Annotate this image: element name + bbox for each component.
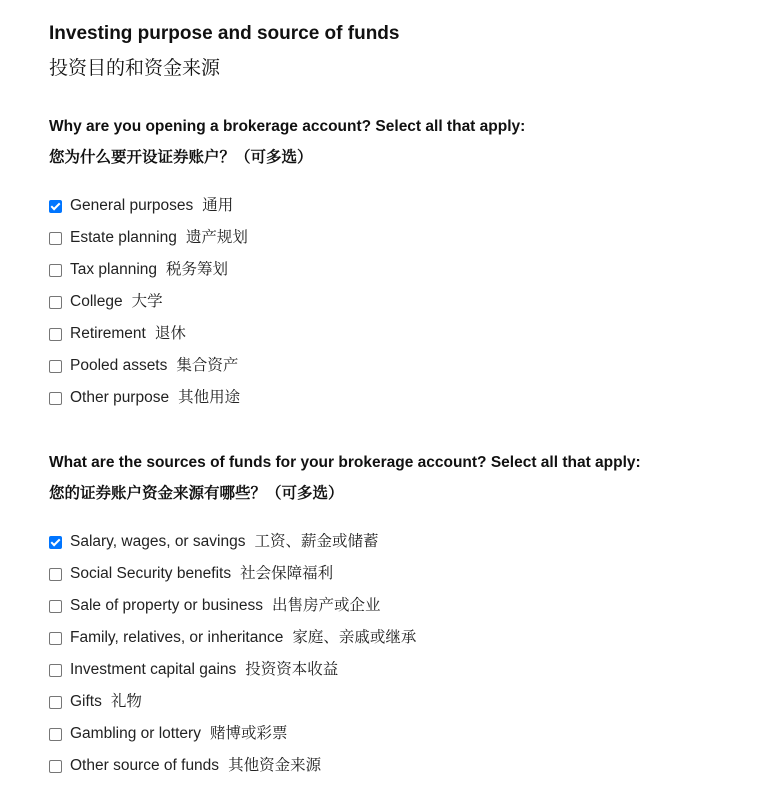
purpose-checkbox[interactable] bbox=[49, 232, 62, 245]
purpose-option-label-en: General purposes bbox=[70, 197, 194, 214]
purpose-option-label-en: Pooled assets bbox=[70, 357, 168, 374]
purpose-option-label-zh: 集合资产 bbox=[176, 357, 239, 374]
funds-checkbox[interactable] bbox=[49, 664, 62, 677]
funds-option-label-en: Gambling or lottery bbox=[70, 725, 201, 742]
funds-option-gifts[interactable] bbox=[49, 691, 142, 713]
funds-option-label-en: Salary, wages, or savings bbox=[70, 533, 246, 550]
funds-question-zh: 您的证券账户资金来源有哪些？（可多选） bbox=[49, 485, 344, 502]
funds-checkbox[interactable] bbox=[49, 728, 62, 741]
purpose-option-label-zh: 大学 bbox=[131, 293, 163, 310]
funds-option-label-en: Family, relatives, or inheritance bbox=[70, 629, 284, 646]
purpose-option-other-purpose[interactable] bbox=[49, 387, 240, 409]
funds-checkbox[interactable] bbox=[49, 600, 62, 613]
funds-checkbox[interactable] bbox=[49, 632, 62, 645]
purpose-checkbox[interactable] bbox=[49, 360, 62, 373]
purpose-option-label-zh: 遗产规划 bbox=[185, 229, 248, 246]
purpose-option-college[interactable] bbox=[49, 291, 163, 313]
funds-option-label-en: Other source of funds bbox=[70, 757, 220, 774]
funds-option-label-zh: 投资资本收益 bbox=[245, 661, 339, 678]
purpose-option-label-zh: 税务筹划 bbox=[166, 261, 229, 278]
purpose-option-label-en: Other purpose bbox=[70, 389, 170, 406]
purpose-option-pooled-assets[interactable] bbox=[49, 355, 238, 377]
funds-question-en: What are the sources of funds for your brokerage account? Select all that apply: bbox=[49, 454, 641, 471]
purpose-option-label-en: Retirement bbox=[70, 325, 146, 342]
funds-option-label-zh: 家庭、亲戚或继承 bbox=[292, 629, 417, 646]
purpose-option-label-en: Estate planning bbox=[70, 229, 177, 246]
section-title-zh: 投资目的和资金来源 bbox=[49, 58, 221, 79]
funds-option-family-relatives-or-inheritance[interactable] bbox=[49, 627, 416, 649]
funds-option-label-zh: 礼物 bbox=[110, 693, 142, 710]
section-title-en: Investing purpose and source of funds bbox=[49, 23, 400, 44]
purpose-checkbox[interactable] bbox=[49, 328, 62, 341]
purpose-option-label-zh: 通用 bbox=[202, 197, 234, 214]
funds-option-label-zh: 赌博或彩票 bbox=[209, 725, 288, 742]
purpose-checkbox[interactable] bbox=[49, 264, 62, 277]
funds-option-label-en: Sale of property or business bbox=[70, 597, 263, 614]
purpose-option-label-zh: 退休 bbox=[154, 325, 186, 342]
funds-option-investment-capital-gains[interactable] bbox=[49, 659, 338, 681]
purpose-option-label-zh: 其他用途 bbox=[178, 389, 241, 406]
purpose-question-en: Why are you opening a brokerage account? Select all that apply: bbox=[49, 118, 526, 135]
funds-option-gambling-or-lottery[interactable] bbox=[49, 723, 287, 745]
purpose-option-label-en: Tax planning bbox=[70, 261, 158, 278]
funds-option-label-zh: 社会保障福利 bbox=[240, 565, 334, 582]
funds-option-salary-wages-or-savings[interactable] bbox=[49, 531, 378, 553]
funds-option-social-security-benefits[interactable] bbox=[49, 563, 333, 585]
funds-option-other-source-of-funds[interactable] bbox=[49, 755, 321, 777]
funds-option-label-zh: 出售房产或企业 bbox=[272, 597, 381, 614]
purpose-checkbox[interactable] bbox=[49, 392, 62, 405]
funds-option-label-zh: 工资、薪金或储蓄 bbox=[254, 533, 379, 550]
funds-checkbox[interactable] bbox=[49, 760, 62, 773]
funds-checkbox[interactable] bbox=[49, 536, 62, 549]
funds-option-label-zh: 其他资金来源 bbox=[228, 757, 322, 774]
purpose-option-retirement[interactable] bbox=[49, 323, 186, 345]
funds-option-label-en: Investment capital gains bbox=[70, 661, 237, 678]
funds-option-label-en: Gifts bbox=[70, 693, 102, 710]
purpose-option-general-purposes[interactable] bbox=[49, 195, 233, 217]
purpose-option-estate-planning[interactable] bbox=[49, 227, 248, 249]
funds-checkbox[interactable] bbox=[49, 696, 62, 709]
funds-checkbox[interactable] bbox=[49, 568, 62, 581]
funds-option-sale-of-property-or-business[interactable] bbox=[49, 595, 381, 617]
purpose-question-zh: 您为什么要开设证券账户？（可多选） bbox=[49, 149, 313, 166]
purpose-option-label-en: College bbox=[70, 293, 123, 310]
purpose-option-tax-planning[interactable] bbox=[49, 259, 228, 281]
funds-option-label-en: Social Security benefits bbox=[70, 565, 232, 582]
purpose-checkbox[interactable] bbox=[49, 296, 62, 309]
purpose-checkbox[interactable] bbox=[49, 200, 62, 213]
